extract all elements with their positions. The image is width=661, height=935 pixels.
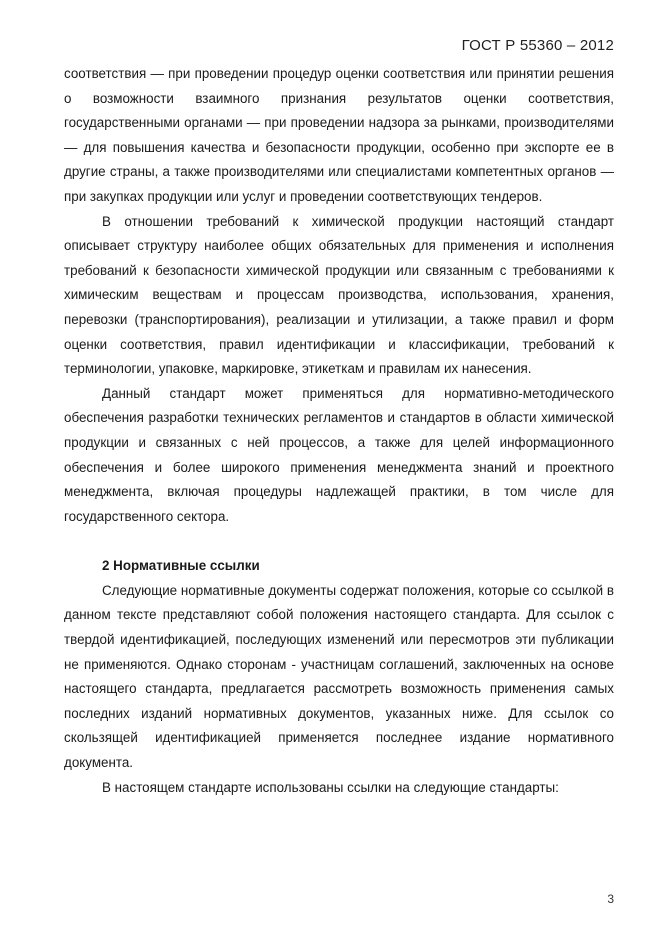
document-code-header: ГОСТ Р 55360 – 2012 [461,37,614,54]
document-body [64,62,614,800]
paragraph-continuation: соответствия — при проведении процедур оценки соответствия или принятии решения о возможности взаимного признания результатов оценки соответствия, государственными органами — при проведении надзора за рынками, производителями — для повышения качества и безопасности продукции, особенно при экспорте ее в другие страны, а также производителями или специалистами компетентных органов — при закупках продукции или услуг и проведении соответствующих тендеров. [64,66,614,204]
paragraph-standard-application: Данный стандарт может применяться для нормативно-методического обеспечения разработки технических регламентов и стандартов в области химической продукции и связанных с ней процессов, а также для целей информационного обеспечения и более широкого применения менеджмента знаний и проектного менеджмента, включая процедуры надлежащей практики, в том числе для государственного сектора. [64,385,614,524]
paragraph-chemical-requirements: В отношении требований к химической продукции настоящий стандарт описывает структуру наиболее общих обязательных для применения и исполнения требований к безопасности химической продукции или связанным с требованиями к химическим веществам и процессам производства, использования, хранения, перевозки (транспортирования), реализации и утилизации, а также правил и форм оценки соответствия, правил идентификации и классификации, требований к терминологии, упаковке, маркировке, этикеткам и правилам их нанесения. [64,213,614,377]
page-number: 3 [607,892,614,906]
paragraph-references-list-intro: В настоящем стандарте использованы ссылки на следующие стандарты: [102,779,559,795]
paragraph-normative-documents: Следующие нормативные документы содержат положения, которые со ссылкой в данном тексте представляют собой положения настоящего стандарта. Для ссылок с твердой идентификацией, последующих изменений или пересмотров эти публикации не применяются. Однако сторонам - участницам соглашений, заключенных на основе настоящего стандарта, предлагается рассмотреть возможность применения самых последних изданий нормативных документов, указанных ниже. Для ссылок со скользящей идентификацией применяется последнее издание нормативного документа. [64,582,614,771]
section-title-normative-references: 2 Нормативные ссылки [102,558,260,574]
